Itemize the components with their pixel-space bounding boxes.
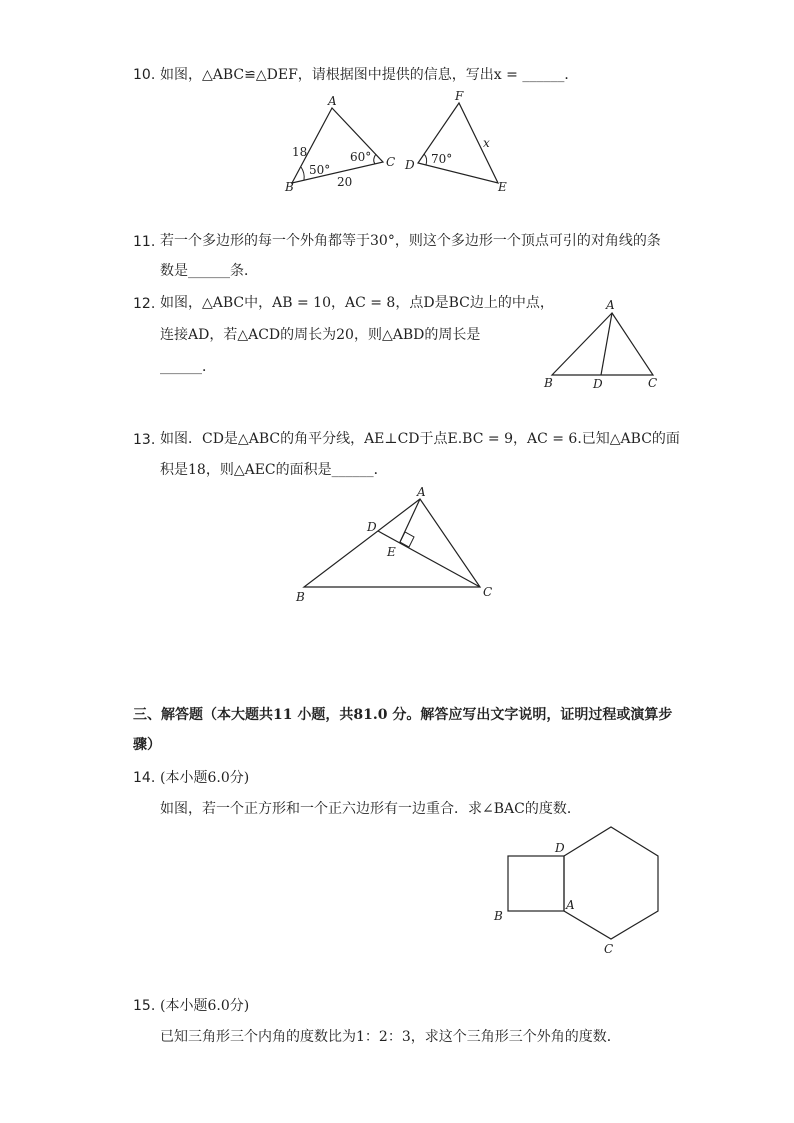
section-3-heading: 三、解答题（本大题共11 小题，共81.0 分。解答应写出文字说明，证明过程或演算步 bbox=[133, 707, 673, 723]
label-c: C bbox=[483, 585, 493, 599]
q13-line2: 积是18，则△AEC的面积是______． bbox=[160, 462, 388, 478]
label-c: C bbox=[604, 942, 614, 956]
q11-line2: 数是______条． bbox=[160, 263, 258, 279]
label-c: C bbox=[386, 155, 396, 169]
hexagon bbox=[564, 827, 658, 939]
q12-line1: 如图，△ABC中，AB = 10，AC = 8，点D是BC边上的中点， bbox=[160, 295, 554, 311]
label-e: E bbox=[387, 545, 396, 559]
label-b: B bbox=[494, 909, 503, 923]
label-d: D bbox=[367, 520, 377, 534]
label-a: A bbox=[328, 94, 337, 108]
angle-d-arc bbox=[424, 154, 427, 165]
q10-text: 如图，△ABC≌△DEF，请根据图中提供的信息，写出x = ______． bbox=[160, 67, 579, 83]
q10-figure bbox=[280, 90, 520, 200]
q15-text: 已知三角形三个内角的度数比为1：2：3，求这个三角形三个外角的度数． bbox=[160, 1029, 621, 1045]
label-b: B bbox=[544, 376, 553, 390]
label-a: A bbox=[566, 898, 575, 912]
label-a: A bbox=[606, 298, 615, 312]
q10-number: 10. bbox=[133, 67, 156, 83]
label-20: 20 bbox=[337, 175, 353, 189]
q14-text: 如图，若一个正方形和一个正六边形有一边重合．求∠BAC的度数． bbox=[160, 801, 581, 817]
label-e: E bbox=[498, 180, 507, 194]
label-f: F bbox=[455, 89, 464, 103]
label-a: A bbox=[417, 485, 426, 499]
q12-figure bbox=[540, 295, 665, 395]
q14-number: 14. bbox=[133, 770, 156, 786]
q13-line1: 如图．CD是△ABC的角平分线，AE⊥CD于点E.BC = 9，AC = 6.已知△ABC的面 bbox=[160, 431, 680, 447]
square bbox=[508, 856, 564, 911]
angle-b-arc bbox=[301, 167, 304, 180]
angle-c-arc bbox=[374, 154, 376, 164]
q15-score: (本小题6.0分) bbox=[160, 998, 250, 1014]
label-70: 70° bbox=[431, 152, 453, 166]
q12-line2: 连接AD，若△ACD的周长为20，则△ABD的周长是 bbox=[160, 327, 481, 343]
q14-score: (本小题6.0分) bbox=[160, 770, 250, 786]
section-3-heading-cont: 骤） bbox=[133, 737, 161, 753]
q12-number: 12. bbox=[133, 296, 156, 312]
label-18: 18 bbox=[292, 145, 308, 159]
label-c: C bbox=[648, 376, 658, 390]
triangle-abc-13 bbox=[304, 499, 480, 587]
q13-number: 13. bbox=[133, 432, 156, 448]
label-d: D bbox=[593, 377, 603, 391]
q11-line1: 若一个多边形的每一个外角都等于30°，则这个多边形一个顶点可引的对角线的条 bbox=[160, 233, 661, 249]
label-b: B bbox=[296, 590, 305, 604]
label-d: D bbox=[405, 158, 415, 172]
q13-figure bbox=[290, 484, 510, 609]
q15-number: 15. bbox=[133, 998, 156, 1014]
q11-number: 11. bbox=[133, 234, 156, 250]
q12-line3: ______． bbox=[160, 359, 216, 375]
label-50: 50° bbox=[309, 163, 331, 177]
label-x: x bbox=[483, 136, 490, 150]
q14-figure bbox=[485, 820, 670, 960]
segment-cd bbox=[378, 531, 480, 587]
label-b: B bbox=[285, 180, 294, 194]
label-60: 60° bbox=[350, 150, 372, 164]
label-d: D bbox=[555, 841, 565, 855]
